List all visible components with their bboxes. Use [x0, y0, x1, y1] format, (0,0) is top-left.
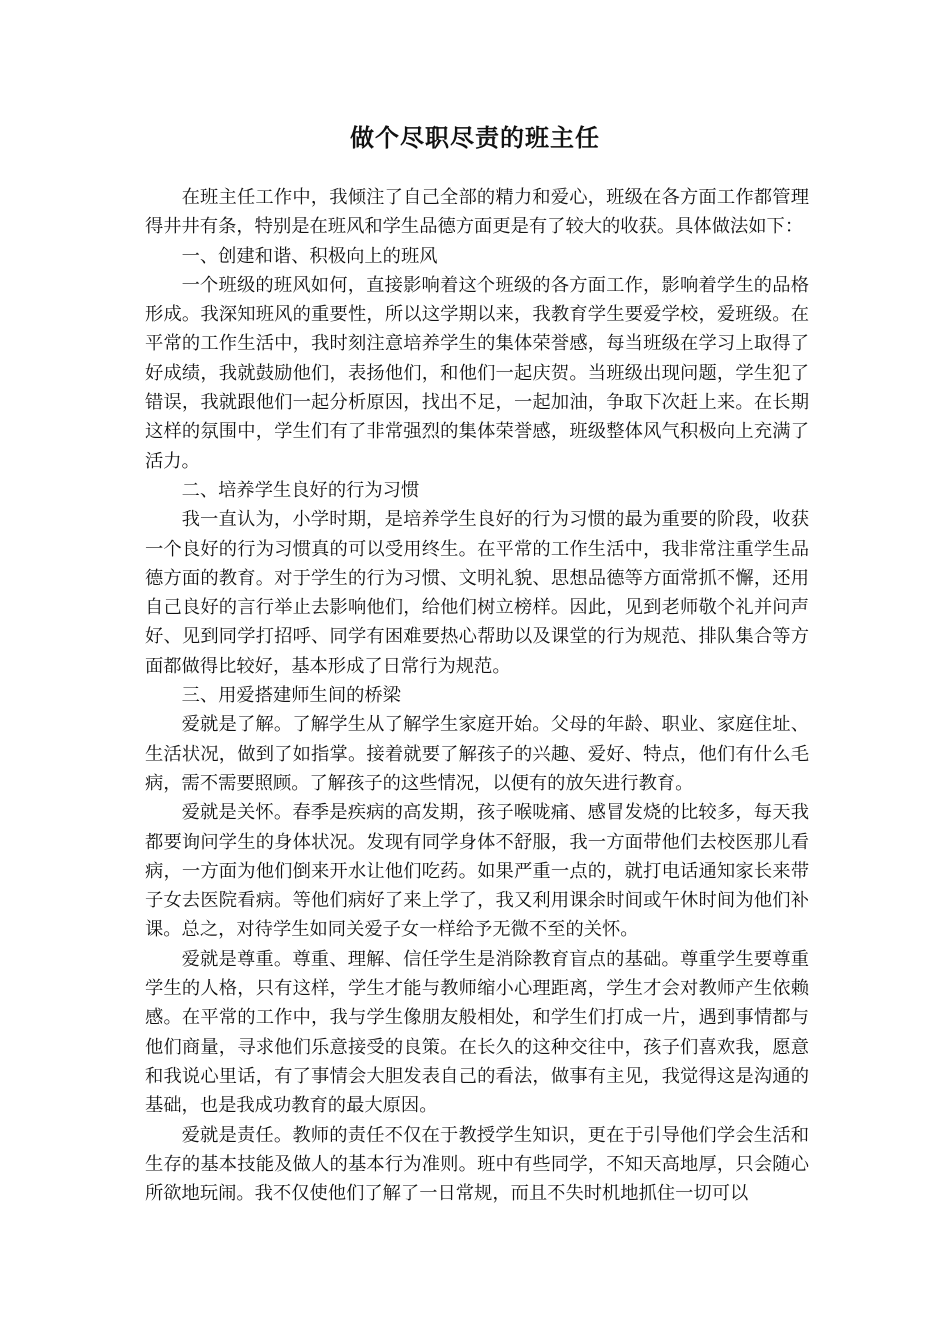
paragraph-love-respect: 爱就是尊重。尊重、理解、信任学生是消除教育盲点的基础。尊重学生要尊重学生的人格，只有这样，学生才能与教师缩小心理距离，学生才会对教师产生依赖感。在平常的工作中，我与学生像朋友般相处，和学生们打成一片，遇到事情都与他们商量，寻求他们乐意接受的良策。在长久的这种交往中，孩子们喜欢我，愿意和我说心里话，有了事情会大胆发表自己的看法，做事有主见，我觉得这是沟通的基础，也是我成功教育的最大原因。 [145, 948, 809, 1117]
document-title: 做个尽职尽责的班主任 [350, 123, 600, 152]
paragraph-love-care: 爱就是关怀。春季是疾病的高发期，孩子喉咙痛、感冒发烧的比较多，每天我都要询问学生的身体状况。发现有同学身体不舒服，我一方面带他们去校医那儿看病，一方面为他们倒来开水让他们吃药。如果严重一点的，就打电话通知家长来带子女去医院看病。等他们病好了来上学了，我又利用课余时间或午休时间为他们补课。总之，对待学生如同关爱子女一样给予无微不至的关怀。 [145, 802, 809, 941]
section-heading-1: 一、创建和谐、积极向上的班风 [181, 245, 438, 267]
paragraph-love-understanding: 爱就是了解。了解学生从了解学生家庭开始。父母的年龄、职业、家庭住址、生活状况，做到了如指掌。接着就要了解孩子的兴趣、爱好、特点，他们有什么毛病，需不需要照顾。了解孩子的这些情况，以便有的放矢进行教育。 [145, 714, 809, 794]
paragraph-love-responsibility: 爱就是责任。教师的责任不仅在于教授学生知识，更在于引导他们学会生活和生存的基本技能及做人的基本行为准则。班中有些同学，不知天高地厚，只会随心所欲地玩闹。我不仅使他们了解了一日常规，而且不失时机地抓住一切可以 [145, 1124, 809, 1205]
section-heading-2: 二、培养学生良好的行为习惯 [181, 479, 420, 501]
document-body [145, 183, 809, 1208]
paragraph-intro: 在班主任工作中，我倾注了自己全部的精力和爱心，班级在各方面工作都管理得井井有条，特别是在班风和学生品德方面更是有了较大的收获。具体做法如下： [145, 187, 809, 238]
section-heading-3: 三、用爱搭建师生间的桥梁 [181, 685, 401, 707]
paragraph-class-atmosphere: 一个班级的班风如何，直接影响着这个班级的各方面工作，影响着学生的品格形成。我深知班风的重要性，所以这学期以来，我教育学生要爱学校，爱班级。在平常的工作生活中，我时刻注意培养学生的集体荣誉感，每当班级在学习上取得了好成绩，我就鼓励他们，表扬他们，和他们一起庆贺。当班级出现问题，学生犯了错误，我就跟他们一起分析原因，找出不足，一起加油，争取下次赶上来。在长期这样的氛围中，学生们有了非常强烈的集体荣誉感，班级整体风气积极向上充满了活力。 [145, 274, 809, 472]
paragraph-behavior-habits: 我一直认为，小学时期，是培养学生良好的行为习惯的最为重要的阶段，收获一个良好的行为习惯真的可以受用终生。在平常的工作生活中，我非常注重学生品德方面的教育。对于学生的行为习惯、文明礼貌、思想品德等方面常抓不懈，还用自己良好的言行举止去影响他们，给他们树立榜样。因此，见到老师敬个礼并问声好、见到同学打招呼、同学有困难要热心帮助以及课堂的行为规范、排队集合等方面都做得比较好，基本形成了日常行为规范。 [145, 509, 809, 677]
